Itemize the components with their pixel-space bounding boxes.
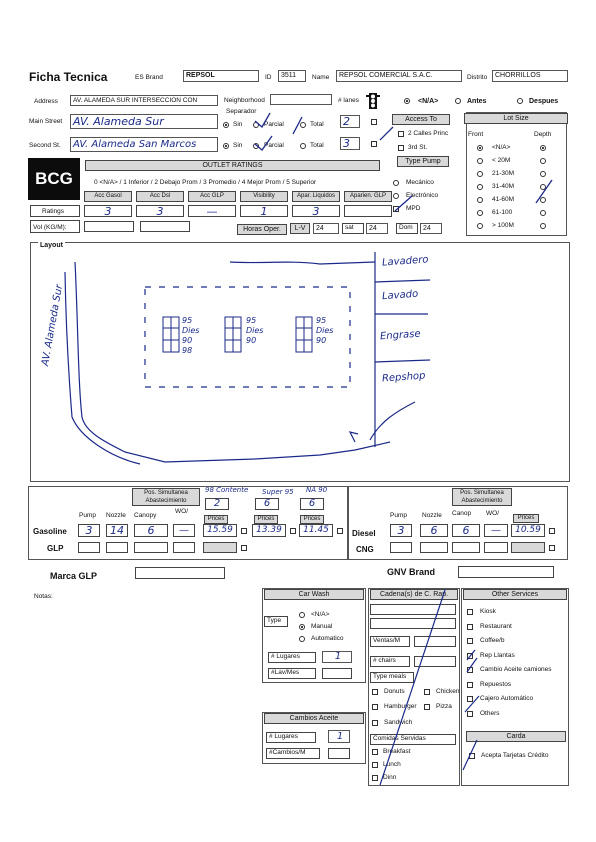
electronico-label: Electrónico bbox=[406, 192, 439, 199]
vol-label: Vol (KG/M): bbox=[33, 224, 67, 231]
antes-label: Antes bbox=[467, 98, 487, 105]
gas-price-2-field[interactable]: 13.39 bbox=[252, 524, 286, 537]
lot-size-option: > 100M bbox=[492, 222, 514, 229]
meal-type-label: Chicken bbox=[436, 688, 460, 695]
separador-label: Separador bbox=[226, 108, 257, 115]
lot-size-option: 41-60M bbox=[492, 196, 515, 203]
lot-size-option: < 20M bbox=[492, 157, 511, 164]
address-field[interactable]: AV. ALAMEDA SUR INTERSECCION CON bbox=[70, 95, 218, 106]
cng-nozzle-field[interactable] bbox=[420, 542, 448, 553]
car-wash-type-option: Manual bbox=[311, 623, 333, 630]
layout-room-label: Engrase bbox=[379, 328, 421, 343]
gas-price-2-check[interactable] bbox=[290, 528, 296, 534]
gas-pos-title: Pos. Simultanea Abastecimiento bbox=[132, 488, 200, 506]
cng-wo-field[interactable] bbox=[484, 542, 508, 553]
lot-front-radio[interactable] bbox=[477, 197, 483, 203]
other-service-label: Restaurant bbox=[480, 622, 512, 630]
calles-label: 2 Calles Princ bbox=[408, 130, 449, 137]
other-service-label: Rep Llantas bbox=[480, 651, 515, 659]
island-label: 95 bbox=[182, 316, 193, 325]
lot-depth-radio[interactable] bbox=[540, 145, 546, 151]
cng-price-field[interactable] bbox=[511, 542, 545, 553]
lot-depth-radio[interactable] bbox=[540, 223, 546, 229]
layout-label: Layout bbox=[40, 242, 63, 249]
island-label: 90 bbox=[316, 336, 327, 345]
gas-note-1: 98 Contente bbox=[205, 486, 249, 494]
glp-nozzle-field[interactable] bbox=[106, 542, 128, 553]
lanes-main-field[interactable]: 2 bbox=[340, 115, 360, 128]
despues-label: Despues bbox=[529, 98, 559, 105]
rating-column-header: Visibility bbox=[240, 191, 288, 202]
form-title: Ficha Tecnica bbox=[29, 70, 108, 84]
vol-field-1[interactable] bbox=[84, 221, 134, 232]
third-st-label: 3rd St. bbox=[408, 144, 428, 151]
other-service-label: Coffee/b bbox=[480, 637, 505, 644]
gas-note-2: Super 95 bbox=[262, 488, 294, 496]
card-title: Carda bbox=[466, 731, 566, 742]
cng-pump-field[interactable] bbox=[390, 542, 412, 553]
comidas-label: Comidas Servidas bbox=[370, 734, 456, 745]
lot-depth-radio[interactable] bbox=[540, 158, 546, 164]
main-sin-label: Sin bbox=[233, 121, 243, 128]
gas-pos-3[interactable]: 6 bbox=[300, 498, 324, 510]
neighborhood-label: Neighborhood bbox=[224, 97, 265, 104]
lanes-second-field[interactable]: 3 bbox=[340, 137, 360, 150]
gas-price-3-check[interactable] bbox=[337, 528, 343, 534]
rating-column-header: Acc GLP bbox=[188, 191, 236, 202]
other-services-title: Other Services bbox=[463, 589, 567, 600]
comidas-label-item: Dinn bbox=[383, 774, 397, 781]
layout-room-label: Repshop bbox=[381, 370, 426, 385]
other-service-label: Others bbox=[480, 709, 500, 717]
mpd-label: MPD bbox=[406, 205, 421, 212]
meal-type-label: Pizza bbox=[436, 703, 452, 710]
lot-depth-radio[interactable] bbox=[540, 184, 546, 190]
sat-label: sat bbox=[342, 223, 364, 234]
gas-canopy-header: Canopy bbox=[134, 512, 157, 519]
lot-size-option: <N/A> bbox=[492, 144, 511, 151]
brand-field[interactable]: REPSOL bbox=[183, 70, 259, 82]
chairs-label: # chairs bbox=[370, 656, 410, 667]
gas-prices-header-2: Prices bbox=[254, 515, 278, 524]
na-label: <N/A> bbox=[418, 98, 439, 105]
gas-canopy-field[interactable]: 6 bbox=[134, 524, 168, 537]
layout-sketch bbox=[30, 242, 570, 482]
gas-note-3: NA 90 bbox=[306, 486, 328, 494]
lot-front-radio[interactable] bbox=[477, 158, 483, 164]
rating-column-header: Acc Dsl bbox=[136, 191, 184, 202]
cng-price-check[interactable] bbox=[549, 545, 555, 551]
island-label: 95 bbox=[316, 316, 327, 325]
lot-depth-radio[interactable] bbox=[540, 210, 546, 216]
layout-street-label: AV. Alameda Sur bbox=[40, 283, 66, 367]
cambios-title: Cambios Aceite bbox=[264, 713, 364, 724]
vol-label-box bbox=[30, 220, 80, 233]
island-label: 90 bbox=[246, 336, 257, 345]
lot-size-option: 31-40M bbox=[492, 183, 515, 190]
access-to-button[interactable]: Access To bbox=[392, 114, 450, 125]
cambios-mes-field[interactable] bbox=[328, 748, 350, 759]
lot-size-option: 61-100 bbox=[492, 209, 513, 216]
second-total-label: Total bbox=[310, 142, 324, 149]
hours-label: Horas Oper. bbox=[237, 224, 287, 235]
car-wash-type-label: Type bbox=[264, 616, 288, 627]
lot-front-radio[interactable] bbox=[477, 145, 483, 151]
gas-price-3-field[interactable]: 11.45 bbox=[299, 524, 333, 537]
cadena-strike bbox=[360, 585, 470, 795]
dsl-price-field[interactable]: 10.59 bbox=[511, 524, 545, 537]
cambios-mes-label: #Cambios/M bbox=[266, 748, 320, 759]
island-label: 98 bbox=[182, 346, 193, 355]
car-wash-title: Car Wash bbox=[264, 589, 364, 600]
glp-price-check[interactable] bbox=[241, 545, 247, 551]
dom-field[interactable]: 24 bbox=[420, 223, 442, 234]
glp-price-field[interactable] bbox=[203, 542, 237, 553]
gnv-brand-label: GNV Brand bbox=[387, 567, 436, 577]
island-label: 90 bbox=[182, 336, 193, 345]
island-label: Dies bbox=[316, 326, 334, 335]
lot-front-radio[interactable] bbox=[477, 171, 483, 177]
rating-column-header: Apar. Liquidos bbox=[292, 191, 340, 202]
diesel-label: Diesel bbox=[352, 529, 376, 538]
meal-type-label: Donuts bbox=[384, 688, 405, 695]
gas-price-1-check[interactable] bbox=[241, 528, 247, 534]
gas-pos-1[interactable]: 2 bbox=[205, 498, 229, 510]
gas-prices-header-1: Prices bbox=[204, 515, 228, 524]
gas-wo-header: WO/ bbox=[175, 508, 188, 515]
glp-label: GLP bbox=[47, 544, 64, 553]
gasoline-label: Gasoline bbox=[33, 527, 67, 536]
front-label: Front bbox=[468, 131, 484, 138]
type-pump-button[interactable]: Type Pump bbox=[397, 156, 449, 167]
second-parcial-label: Parcial bbox=[264, 142, 284, 149]
gas-price-1-field[interactable]: 15.59 bbox=[203, 524, 237, 537]
comidas-label-item: Lunch bbox=[383, 761, 401, 768]
lot-size-title: Lot Size bbox=[464, 113, 568, 124]
meal-type-label: Sandwich bbox=[384, 719, 413, 726]
mecanico-label: Mecánico bbox=[406, 179, 434, 186]
other-service-label: Kiosk bbox=[480, 608, 496, 615]
car-wash-lav-label: #Lav/Mes bbox=[268, 668, 316, 679]
ratings-label: Ratings bbox=[42, 208, 65, 215]
dsl-pump-field[interactable]: 3 bbox=[390, 524, 412, 537]
dom-label: Dom bbox=[396, 223, 418, 234]
lv-field[interactable]: 24 bbox=[313, 223, 339, 234]
lot-size-option: 21-30M bbox=[492, 170, 515, 177]
lot-front-radio[interactable] bbox=[477, 210, 483, 216]
brand-label: ES Brand bbox=[135, 74, 163, 81]
cadena-title: Cadena(s) de C. Rap. bbox=[370, 589, 458, 600]
rating-column-header: Acc Gasol bbox=[84, 191, 132, 202]
car-wash-lugares-label: # Lugares bbox=[268, 652, 316, 663]
name-field[interactable]: REPSOL COMERCIAL S.A.C. bbox=[336, 70, 462, 82]
id-label: ID bbox=[265, 74, 272, 81]
dsl-nozzle-header: Nozzle bbox=[422, 512, 442, 519]
district-field[interactable]: CHORRILLOS bbox=[492, 70, 568, 82]
gas-pump-field[interactable]: 3 bbox=[78, 524, 100, 537]
cambios-lugares-field[interactable]: 1 bbox=[328, 730, 350, 743]
rating-column-header: Aparien. GLP bbox=[344, 191, 392, 202]
rating-value[interactable]: — bbox=[188, 205, 236, 217]
glp-canopy-field[interactable] bbox=[134, 542, 168, 553]
other-service-check[interactable] bbox=[467, 609, 473, 615]
ventas-label: Ventas/M bbox=[370, 636, 410, 647]
marca-glp-label: Marca GLP bbox=[50, 571, 98, 581]
gnv-brand-field[interactable] bbox=[458, 566, 554, 578]
dsl-pos-title: Pos. Simultanea Abastecimiento bbox=[452, 488, 512, 506]
lv-label: L-V bbox=[290, 223, 310, 234]
rating-value[interactable]: 3 bbox=[84, 205, 132, 217]
lot-front-radio[interactable] bbox=[477, 184, 483, 190]
cambios-lugares-label: # Lugares bbox=[266, 732, 316, 743]
gas-prices-header-3: Prices bbox=[300, 515, 324, 524]
gas-wo-field[interactable]: — bbox=[173, 524, 195, 537]
island-label: Dies bbox=[246, 326, 264, 335]
rating-scale: 0 <N/A> / 1 Inferior / 2 Debajo Prom / 3 Promedio / 4 Mejor Prom / 5 Superior bbox=[94, 179, 317, 186]
dsl-canop-field[interactable]: 6 bbox=[452, 524, 480, 537]
second-st-field[interactable]: AV. Alameda San Marcos bbox=[70, 137, 218, 152]
dsl-wo-field[interactable]: — bbox=[484, 524, 508, 537]
car-wash-lav-field[interactable] bbox=[322, 668, 352, 679]
gas-pump-header: Pump bbox=[79, 512, 96, 519]
other-service-label: Repuestos bbox=[480, 680, 512, 688]
rating-value[interactable]: 1 bbox=[240, 205, 288, 217]
meal-type-label: Hamburger bbox=[384, 703, 417, 710]
lot-depth-radio[interactable] bbox=[540, 171, 546, 177]
gas-pos-2[interactable]: 6 bbox=[255, 498, 279, 510]
gas-nozzle-header: Nozzle bbox=[106, 512, 126, 519]
lanes-label: # lanes bbox=[338, 97, 359, 104]
glp-wo-field[interactable] bbox=[173, 542, 195, 553]
layout-room-label: Lavado bbox=[381, 288, 419, 303]
accepts-card-label: Acepta Tarjetas Crédito bbox=[481, 752, 549, 759]
address-label: Address bbox=[34, 98, 58, 105]
other-service-label: Cajero Automático bbox=[480, 695, 534, 702]
id-field[interactable]: 3511 bbox=[278, 70, 306, 82]
dsl-canop-header: Canop bbox=[452, 510, 472, 517]
vol-field-2[interactable] bbox=[140, 221, 190, 232]
glp-pump-field[interactable] bbox=[78, 542, 100, 553]
island-label: Dies bbox=[182, 326, 200, 335]
sat-field[interactable]: 24 bbox=[366, 223, 388, 234]
lot-front-radio[interactable] bbox=[477, 223, 483, 229]
notes-label: Notas: bbox=[34, 593, 53, 600]
bcg-logo: BCG bbox=[28, 158, 80, 200]
comidas-label-item: Breakfast bbox=[383, 748, 411, 755]
dsl-prices-header: Prices bbox=[513, 514, 539, 523]
dsl-pump-header: Pump bbox=[390, 512, 407, 519]
rating-value[interactable]: 3 bbox=[136, 205, 184, 217]
car-wash-type-radio[interactable] bbox=[299, 612, 305, 618]
gas-nozzle-field[interactable]: 14 bbox=[106, 524, 128, 537]
second-sin-label: Sin bbox=[233, 142, 243, 149]
car-wash-type-radio[interactable] bbox=[299, 636, 305, 642]
type-meals-label: Type meals bbox=[370, 672, 414, 683]
depth-label: Depth bbox=[534, 131, 552, 138]
car-wash-type-radio[interactable] bbox=[299, 624, 305, 630]
district-label: Distrito bbox=[467, 74, 488, 81]
main-street-field[interactable]: AV. Alameda Sur bbox=[70, 114, 218, 129]
other-services-marks bbox=[455, 640, 495, 780]
car-wash-type-option: <N/A> bbox=[311, 611, 330, 618]
main-total-label: Total bbox=[310, 121, 324, 128]
main-street-label: Main Street bbox=[29, 118, 63, 125]
name-label: Name bbox=[312, 74, 330, 81]
dsl-price-check[interactable] bbox=[549, 528, 555, 534]
car-wash-lugares-field[interactable]: 1 bbox=[322, 651, 352, 663]
ratings-label-box bbox=[30, 205, 80, 217]
cng-canop-field[interactable] bbox=[452, 542, 480, 553]
car-wash-type-option: Automatico bbox=[311, 635, 344, 642]
marca-glp-field[interactable] bbox=[135, 567, 225, 579]
island-label: 95 bbox=[246, 316, 257, 325]
other-service-label: Cambio Aceite camiones bbox=[480, 666, 552, 673]
other-service-check[interactable] bbox=[467, 624, 473, 630]
dsl-wo-header: WO/ bbox=[486, 510, 499, 517]
cng-label: CNG bbox=[356, 545, 374, 554]
rating-value[interactable]: 3 bbox=[292, 205, 340, 217]
second-st-label: Second St. bbox=[29, 142, 61, 149]
lot-depth-radio[interactable] bbox=[540, 197, 546, 203]
layout-room-label: Lavadero bbox=[381, 254, 429, 269]
outlet-ratings-title: OUTLET RATINGS bbox=[85, 160, 380, 171]
rating-value[interactable] bbox=[344, 205, 392, 217]
dsl-nozzle-field[interactable]: 6 bbox=[420, 524, 448, 537]
main-parcial-label: Parcial bbox=[264, 121, 284, 128]
